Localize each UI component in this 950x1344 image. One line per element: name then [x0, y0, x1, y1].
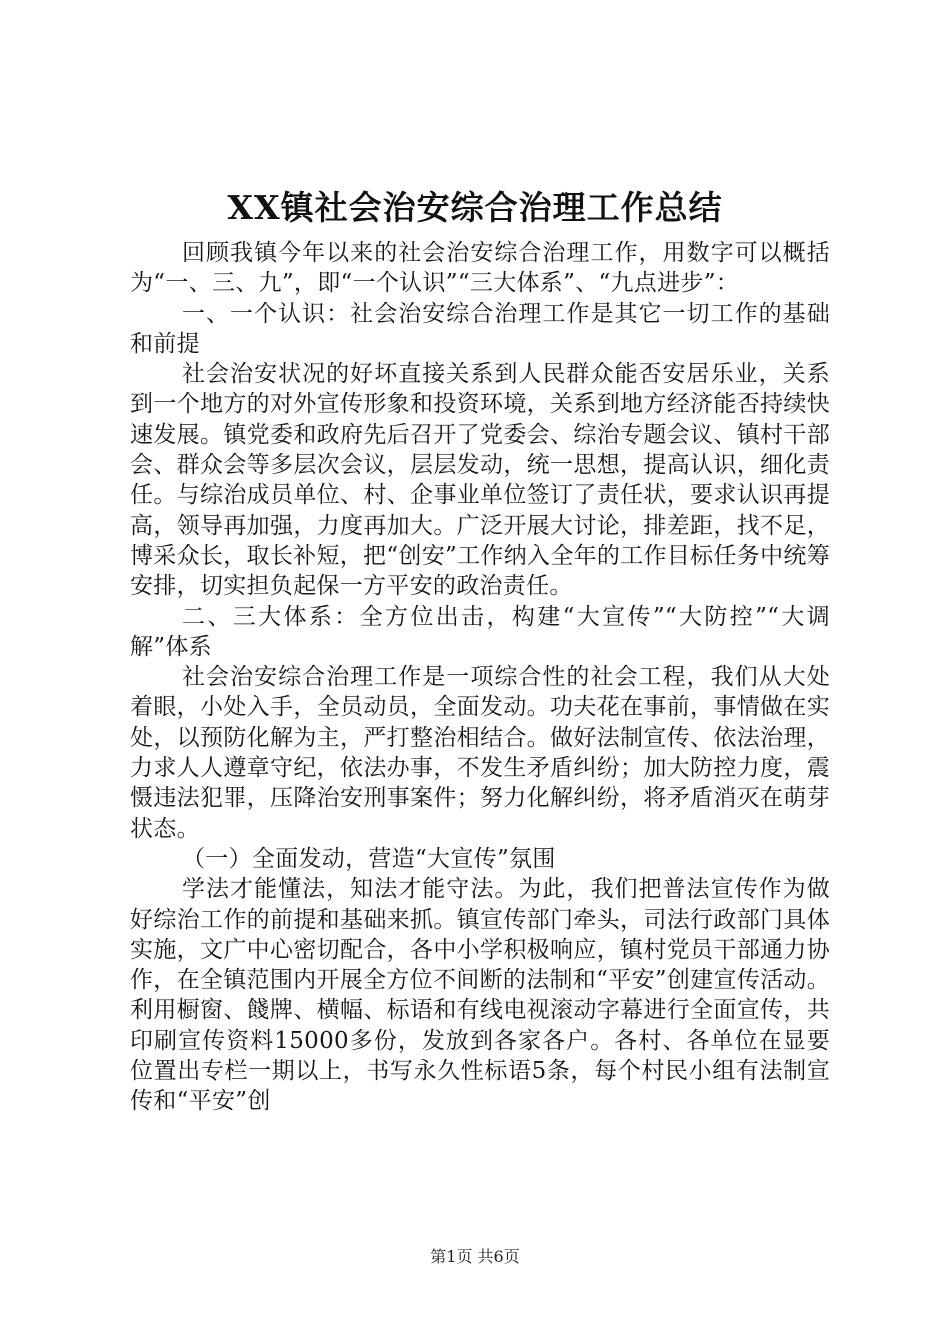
paragraph-section-two: 社会治安综合治理工作是一项综合性的社会工程，我们从大处着眼，小处入手，全员动员，全面发动。功夫花在事前，事情做在实处，以预防化解为主，严打整治相结合。做好法制宣传、依法治理，力求人人遵章守纪，依法办事，不发生矛盾纠纷；加大防控力度，震慑违法犯罪，压降治安刑事案件；努力化解纠纷，将矛盾消灭在萌芽状态。 — [130, 664, 830, 842]
paragraph-intro: 回顾我镇今年以来的社会治安综合治理工作，用数字可以概括为“一、三、九”，即“一个认识”“三大体系”、“九点进步”： — [130, 240, 830, 297]
heading-section-one: 一、一个认识：社会治安综合治理工作是其它一切工作的基础和前提 — [130, 300, 830, 357]
page-number-footer: 第1页 共6页 — [430, 1247, 520, 1266]
heading-section-two: 二、三大体系：全方位出击，构建“大宣传”“大防控”“大调解”体系 — [130, 603, 830, 660]
paragraph-publicity: 学法才能懂法，知法才能守法。为此，我们把普法宣传作为做好综治工作的前提和基础来抓。镇宣传部门牵头，司法行政部门具体实施，文广中心密切配合，各中小学积极响应，镇村党员干部通力协作，在全镇范围内开展全方位不间断的法制和“平安”创建宣传活动。利用橱窗、餞牌、横幅、标语和有线电视滚动字幕进行全面宣传，共印刷宣传资料15000多份，发放到各家各户。各村、各单位在显要位置出专栏一期以上，书写永久性标语5条，每个村民小组有法制宣传和“平安”创 — [130, 876, 830, 1115]
document-body — [130, 238, 830, 1117]
paragraph-section-one: 社会治安状况的好坏直接关系到人民群众能否安居乐业，关系到一个地方的对外宣传形象和投资环境，关系到地方经济能否持续快速发展。镇党委和政府先后召开了党委会、综治专题会议、镇村干部会、群众会等多层次会议，层层发动，统一思想，提高认识，细化责任。与综治成员单位、村、企事业单位签订了责任状，要求认识再提高，领导再加强，力度再加大。广泛开展大讨论，排差距，找不足，博采众长，取长补短，把“创安”工作纳入全年的工作目标任务中统筹安排，切实担负起保一方平安的政治责任。 — [130, 361, 830, 600]
subheading-publicity: （一）全面发动，营造“大宣传”氛围 — [182, 845, 556, 872]
document-title: XX镇社会治安综合治理工作总结 — [227, 188, 723, 227]
